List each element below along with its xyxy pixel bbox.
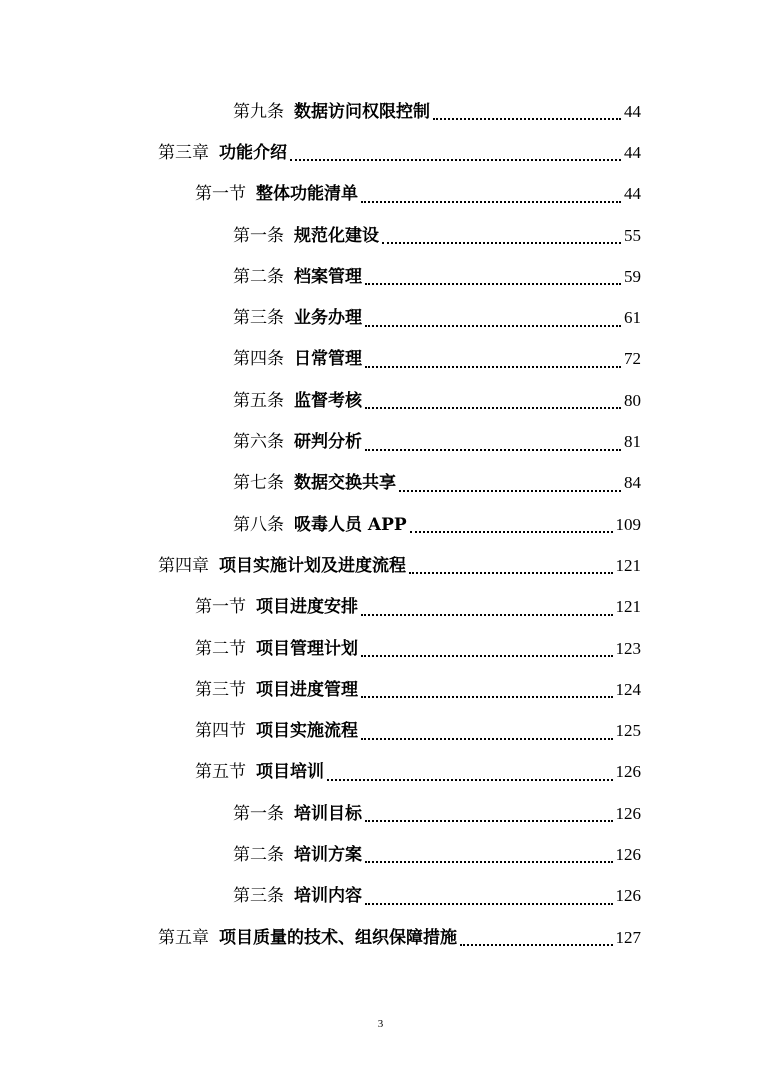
toc-entry-title: 档案管理 <box>294 266 362 287</box>
dot-leader <box>290 158 621 161</box>
toc-entry-number: 第五条 <box>233 390 284 411</box>
toc-entry-title: 项目质量的技术、组织保障措施 <box>219 927 457 948</box>
toc-entry-title: 培训目标 <box>294 803 362 824</box>
dot-leader <box>361 654 613 657</box>
toc-entry-title: 培训方案 <box>294 844 362 865</box>
dot-leader <box>460 943 613 946</box>
dot-leader <box>361 200 621 203</box>
toc-entry-page: 124 <box>615 679 641 699</box>
toc-entry-page: 121 <box>615 597 641 617</box>
toc-entry[interactable] <box>0 628 761 669</box>
toc-entry-number: 第七条 <box>233 473 284 494</box>
toc-entry-number: 第四节 <box>195 721 246 742</box>
toc-entry[interactable] <box>0 876 761 917</box>
dot-leader <box>365 365 621 368</box>
toc-entry-number: 第一节 <box>195 597 246 618</box>
toc-entry-number: 第四章 <box>158 555 209 576</box>
toc-entry[interactable] <box>0 504 761 545</box>
toc-entry[interactable] <box>0 587 761 628</box>
dot-leader <box>409 571 613 574</box>
toc-entry[interactable] <box>0 669 761 710</box>
toc-entry-title: 项目实施计划及进度流程 <box>219 555 406 576</box>
table-of-contents <box>0 91 761 958</box>
toc-entry-number: 第二条 <box>233 844 284 865</box>
toc-entry-page: 81 <box>624 432 641 452</box>
toc-entry-page: 126 <box>615 803 641 823</box>
toc-entry-page: 44 <box>624 184 641 204</box>
toc-entry-title: 监督考核 <box>294 390 362 411</box>
toc-entry-number: 第一节 <box>195 184 246 205</box>
toc-entry-title: 项目实施流程 <box>256 721 358 742</box>
toc-entry-number: 第三章 <box>158 142 209 163</box>
toc-entry-number: 第八条 <box>233 514 284 535</box>
toc-entry-title: 项目进度安排 <box>256 597 358 618</box>
toc-entry-page: 44 <box>624 101 641 121</box>
toc-entry-number: 第三条 <box>233 886 284 907</box>
toc-entry-number: 第三条 <box>233 308 284 329</box>
toc-entry[interactable] <box>0 545 761 586</box>
toc-entry-title: 日常管理 <box>294 349 362 370</box>
toc-entry-number: 第五章 <box>158 927 209 948</box>
dot-leader <box>365 324 621 327</box>
toc-entry-number: 第一条 <box>233 803 284 824</box>
toc-entry[interactable] <box>0 793 761 834</box>
dot-leader <box>382 241 621 244</box>
toc-entry[interactable] <box>0 421 761 462</box>
toc-entry-title: 项目培训 <box>256 762 324 783</box>
toc-entry-number: 第一条 <box>233 225 284 246</box>
dot-leader <box>410 530 613 533</box>
toc-entry-page: 59 <box>624 266 641 286</box>
toc-entry-page: 121 <box>615 555 641 575</box>
toc-entry-number: 第九条 <box>233 101 284 122</box>
dot-leader <box>361 737 613 740</box>
toc-entry-title: 研判分析 <box>294 432 362 453</box>
dot-leader <box>365 448 621 451</box>
toc-entry[interactable] <box>0 297 761 338</box>
toc-entry-title: 项目管理计划 <box>256 638 358 659</box>
dot-leader <box>365 406 621 409</box>
toc-entry-page: 126 <box>615 886 641 906</box>
toc-entry[interactable] <box>0 834 761 875</box>
toc-entry-page: 123 <box>615 638 641 658</box>
toc-entry[interactable] <box>0 174 761 215</box>
toc-entry-title: 项目进度管理 <box>256 679 358 700</box>
dot-leader <box>361 695 613 698</box>
toc-entry[interactable] <box>0 91 761 132</box>
toc-entry-title: 业务办理 <box>294 308 362 329</box>
toc-entry-title: 规范化建设 <box>294 225 379 246</box>
toc-entry-page: 44 <box>624 142 641 162</box>
toc-entry-title: 数据访问权限控制 <box>294 101 430 122</box>
toc-entry-number: 第二节 <box>195 638 246 659</box>
toc-entry-title: 整体功能清单 <box>256 184 358 205</box>
dot-leader <box>365 282 621 285</box>
toc-entry-number: 第三节 <box>195 679 246 700</box>
toc-entry-number: 第五节 <box>195 762 246 783</box>
toc-entry[interactable] <box>0 256 761 297</box>
toc-entry[interactable] <box>0 710 761 751</box>
toc-entry-title: 培训内容 <box>294 886 362 907</box>
toc-entry-title: 功能介绍 <box>219 142 287 163</box>
toc-entry-page: 126 <box>615 762 641 782</box>
toc-entry-page: 84 <box>624 473 641 493</box>
toc-entry-page: 61 <box>624 308 641 328</box>
toc-entry-number: 第六条 <box>233 432 284 453</box>
toc-entry-page: 80 <box>624 390 641 410</box>
toc-entry[interactable] <box>0 380 761 421</box>
dot-leader <box>365 902 613 905</box>
dot-leader <box>365 860 613 863</box>
toc-entry-number: 第二条 <box>233 266 284 287</box>
toc-entry[interactable] <box>0 463 761 504</box>
toc-entry-page: 55 <box>624 225 641 245</box>
toc-entry[interactable] <box>0 339 761 380</box>
toc-entry-title: 吸毒人员 APP <box>294 514 407 535</box>
toc-entry[interactable] <box>0 917 761 958</box>
toc-entry-page: 125 <box>615 721 641 741</box>
toc-entry[interactable] <box>0 752 761 793</box>
toc-entry-page: 109 <box>615 514 641 534</box>
dot-leader <box>327 778 613 781</box>
toc-entry-page: 72 <box>624 349 641 369</box>
dot-leader <box>365 819 613 822</box>
toc-entry-number: 第四条 <box>233 349 284 370</box>
toc-entry-title: 数据交换共享 <box>294 473 396 494</box>
dot-leader <box>399 489 621 492</box>
dot-leader <box>361 613 613 616</box>
toc-entry-page: 126 <box>615 844 641 864</box>
page-number: 3 <box>377 1018 384 1030</box>
dot-leader <box>433 117 621 120</box>
toc-entry-page: 127 <box>615 927 641 947</box>
toc-entry[interactable] <box>0 132 761 173</box>
toc-entry[interactable] <box>0 215 761 256</box>
